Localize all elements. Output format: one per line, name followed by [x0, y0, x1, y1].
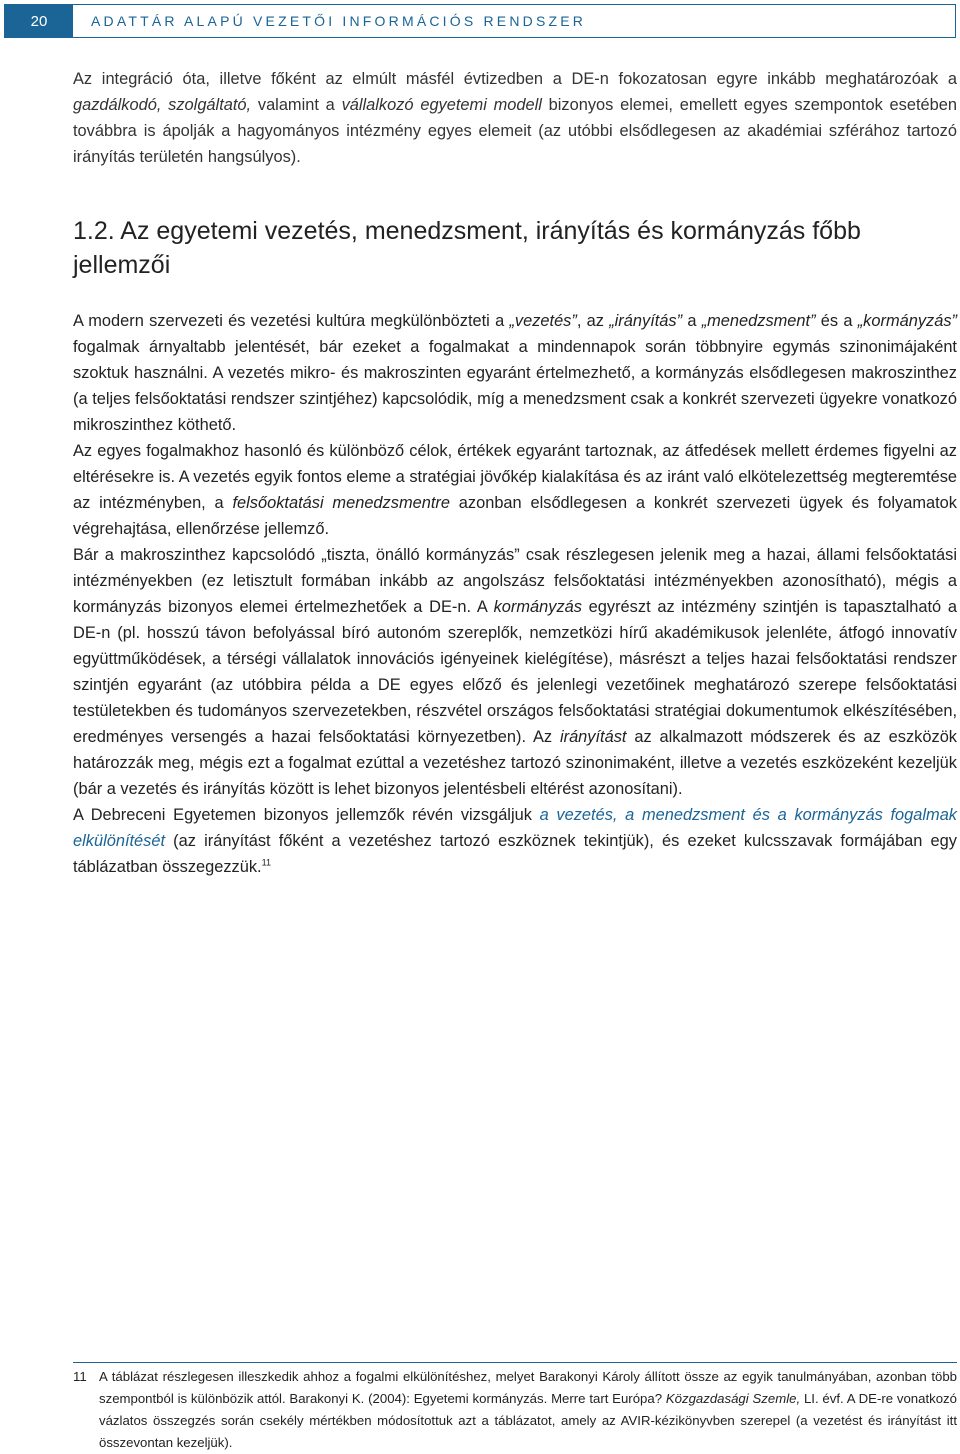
footnote-text — [99, 1366, 957, 1454]
intro-paragraph — [73, 66, 957, 170]
footnote — [73, 1366, 957, 1454]
italic-term: felsőoktatási menedzsmentre — [232, 494, 450, 512]
running-title: ADATTÁR ALAPÚ VEZETŐI INFORMÁCIÓS RENDSZER — [91, 13, 587, 29]
footnote-ref: 11 — [261, 857, 271, 868]
text-run: (az irányítást főként a vezetéshez tartozó eszköznek tekintjük), és ezeket kulcsszavak formájában egy táblázatban összegezzük. — [73, 832, 957, 876]
italic-term: Közgazdasági Szemle, — [665, 1391, 801, 1406]
text-run: valamint a — [251, 96, 342, 114]
text-run: A modern szervezeti és vezetési kultúra megkülönbözteti a — [73, 312, 510, 330]
italic-term: „kormányzás” — [857, 312, 957, 330]
body-paragraph — [73, 438, 957, 542]
footnote-divider — [73, 1362, 957, 1363]
italic-term: gazdálkodó, szolgáltató, — [73, 96, 252, 114]
italic-term: vállalkozó egyetemi modell — [341, 96, 542, 114]
text-run: egyrészt az intézmény szintjén is tapasztalható a DE-n (pl. hosszú távon befolyással bíró autonóm szereplők, nemzetközi hírű akadémikusok jelenléte, átfogó innovatív együttműködések, a térségi vállalatok innovációs igényeinek kielégítése), másrészt a teljes hazai felsőoktatási rendszer szintjén egyaránt (az utóbbira példa a DE egyes előző és jelenlegi vezetőinek meghatározó szerepe felsőoktatási testületekben és tudományos szervezetekben, részvétel országos felsőoktatási stratégiai dokumentumok elkészítésében, eredményes versengés a hazai felsőoktatási környezetben). Az — [73, 598, 957, 746]
text-run: az alkalmazott módszerek és az eszközök határozzák meg, mégis ezt a fogalmat ezúttal a vezetéshez tartozó szinonimaként, illetve a vezetés eszközeként kezeljük (bár a vezetés és irányítás között is lehet bizonyos jelentésbeli eltérést azonosítani). — [73, 728, 958, 798]
italic-term: „menedzsment” — [701, 312, 816, 330]
italic-term: kormányzás — [493, 598, 582, 616]
text-run: és a — [815, 312, 858, 330]
text-run: azonban elsődlegesen a konkrét szervezeti ügyek és folyamatok végrehajtása, ellenőrzése jellemző. — [73, 494, 957, 538]
italic-term: „irányítás” — [609, 312, 683, 330]
body-paragraph — [73, 802, 957, 880]
page-content — [73, 66, 957, 880]
text-run: bizonyos elemei, emellett egyes szempontok esetében továbbra is ápolják a hagyományos intézmény egyes elemeit (az utóbbi elsődlegesen az akadémiai szférához tartozó irányítás területén hangsúlyos). — [73, 96, 958, 166]
text-run: Bár a makroszinthez kapcsolódó „tiszta, önálló kormányzás” csak részlegesen jelenik meg a hazai, állami felsőoktatási intézményekben (ez letisztult formában inkább az angolszász felsőoktatási intézményekben azonosítható), mégis a kormányzás bizonyos elemei értelmezhetőek a DE-n. A — [73, 546, 957, 616]
italic-term: irányítást — [559, 728, 627, 746]
text-run: , az — [576, 312, 610, 330]
emphasis-highlight: a vezetés, a menedzsment és a kormányzás fogalmak elkülönítését — [73, 806, 958, 850]
text-run: fogalmak árnyaltabb jelentését, bár ezeket a fogalmakat a mindennapok során többnyire egymás szinonimájaként szoktuk használni. A vezetés mikro- és makroszinten egyaránt értelmezhető, a kormányzás elsődlegesen makroszinthez (a teljes felsőoktatási rendszer szintjéhez) kapcsolódik, míg a menedzsment csak a konkrét szervezeti ügyekre vonatkozó mikroszinthez köthető. — [73, 338, 957, 434]
text-run: LI. évf. A DE-re vonatkozó vázlatos összegzés során csekély mértékben módosítottuk azt a táblázatot, amely az AVIR-kézikönyvben szerepel (a vezetést és irányítást itt összevontan kezeljük). — [99, 1391, 957, 1450]
page-number: 20 — [5, 5, 73, 37]
text-run: Az egyes fogalmakhoz hasonló és különböző célok, értékek egyaránt tartoznak, az átfedések mellett érdemes figyelni az eltérésekre is. A vezetés egyik fontos eleme a stratégiai jövőkép kialakítása és az iránt való elkötelezettség megteremtése az intézményben, a — [73, 442, 957, 512]
text-run: A táblázat részlegesen illeszkedik ahhoz a fogalmi elkülönítéshez, melyet Barakonyi Károly állított össze az egyik tanulmányában, azonban több szempontból is különbözik attól. Barakonyi K. (2004): Egyetemi kormányzás. Merre tart Európa? — [99, 1369, 957, 1406]
running-header — [4, 4, 956, 38]
footnote-number: 11 — [73, 1369, 87, 1384]
text-run: a — [682, 312, 702, 330]
section-heading: 1.2. Az egyetemi vezetés, menedzsment, irányítás és kormányzás főbb jellemzői — [73, 217, 861, 279]
text-run: A Debreceni Egyetemen bizonyos jellemzők révén vizsgáljuk — [73, 806, 540, 824]
body-paragraph — [73, 542, 957, 802]
body-paragraph — [73, 308, 957, 438]
text-run: Az integráció óta, illetve főként az elmúlt másfél évtizedben a DE-n fokozatosan egyre inkább meghatározóak a — [73, 70, 957, 88]
italic-term: „vezetés” — [509, 312, 577, 330]
section-body — [73, 308, 957, 880]
